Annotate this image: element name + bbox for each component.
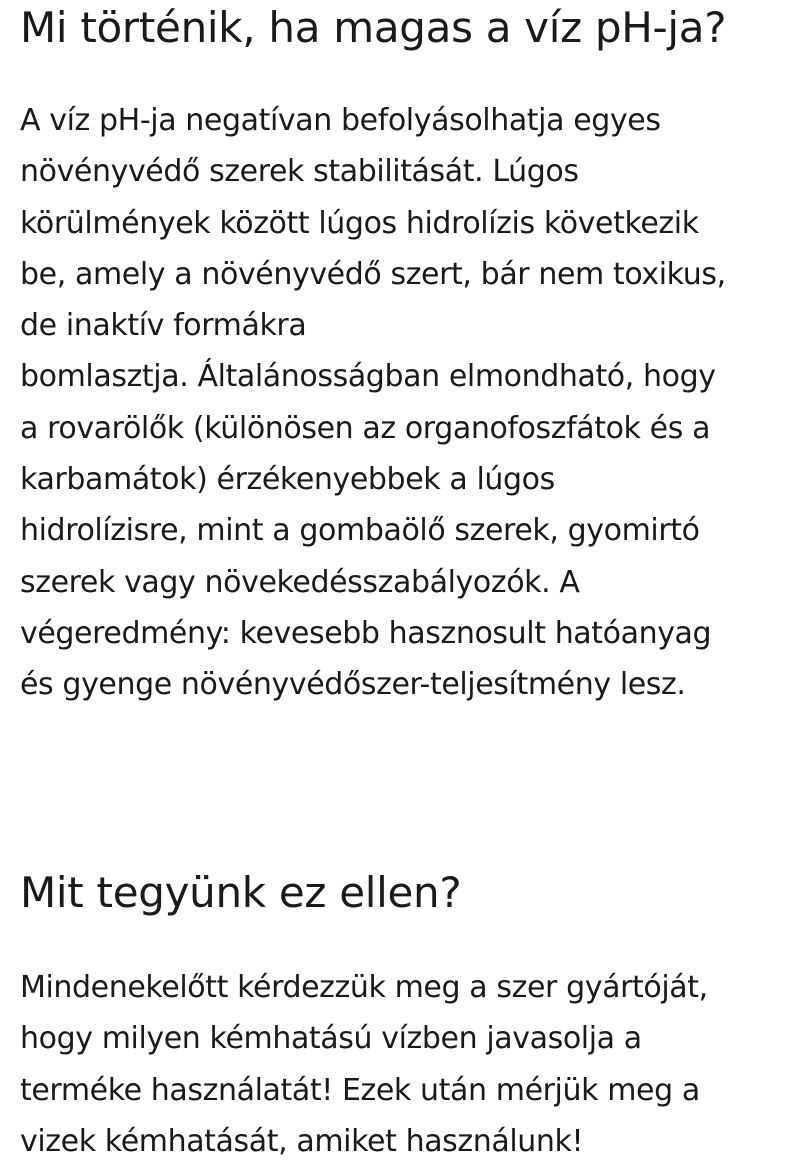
section-heading-high-ph: Mi történik, ha magas a víz pH-ja? [20,3,727,52]
paragraph-high-ph [20,95,780,711]
text-line: szerek vagy növekedésszabályozók. A [20,564,580,600]
text-line: vizek kémhatását, amiket használunk! [20,1123,584,1159]
text-line: de inaktív formákra [20,308,307,344]
text-line: A víz pH-ja negatívan befolyásolhatja egyes [20,103,661,138]
text-line: hogy milyen kémhatású vízben javasolja a [20,1021,642,1057]
text-line: be, amely a növényvédő szert, bár nem toxikus, [20,256,726,292]
text-line: a rovarölők (különösen az organofoszfátok és a [20,410,711,446]
text-line: és gyenge növényvédőszer-teljesítmény lesz. [20,667,686,703]
text-line: Mindenekelőtt kérdezzük meg a szer gyártóját, [20,970,708,1005]
text-line: végeredmény: kevesebb hasznosult hatóanyag [20,615,712,651]
text-line: karbamátok) érzékenyebbek a lúgos [20,462,555,498]
text-line: hidrolízisre, mint a gombaölő szerek, gyomirtó [20,513,700,549]
section-heading-what-to-do: Mit tegyünk ez ellen? [20,868,462,917]
text-line: körülmények között lúgos hidrolízis következik [20,205,699,241]
text-line: bomlasztja. Általánosságban elmondható, hogy [20,359,716,395]
text-line: terméke használatát! Ezek után mérjük meg a [20,1072,700,1108]
paragraph-what-to-do [20,962,780,1167]
text-line: növényvédő szerek stabilitását. Lúgos [20,154,579,190]
